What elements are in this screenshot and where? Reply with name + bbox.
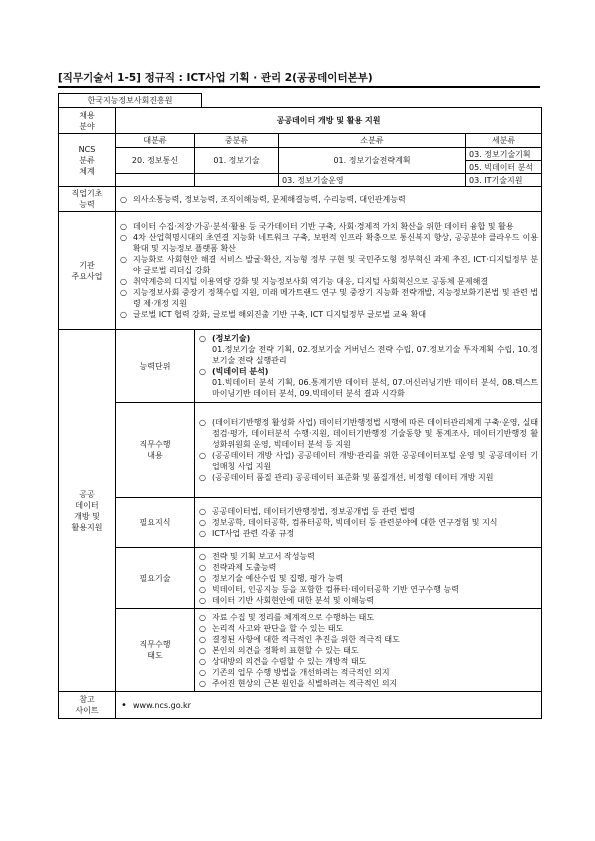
skill-item: ○ 전략 및 기획 보고서 작성능력 (198, 551, 538, 562)
ncs-header-detail: 세분류 (466, 134, 542, 148)
skill-row (59, 548, 542, 609)
document-title: [직무기술서 1-5] 정규직 : ICT사업 기획 · 관리 2(공공데이터본부) (58, 72, 373, 84)
field-value: 공공데이터 개방 및 활용 지원 (116, 108, 542, 134)
organization-name: 한국지능정보사회진흥원 (58, 93, 202, 108)
business-item: ○ 데이터 수집·저장·가공·분석·활용 등 국가데이터 기반 구축, 사회·경제적 가치 확산을 위한 데이터 융합 및 활용 (119, 221, 538, 232)
skill-item: ○ 데이터 기반 사회현안에 대한 분석 및 이해능력 (198, 595, 538, 606)
field-label: 채용 분야 (59, 108, 116, 134)
skill-label: 필요기술 (116, 548, 195, 609)
business-item: ○ 4차 산업혁명시대의 초연결 지능화 네트워크 구축, 보편적 인프라 확충으로 통신복지 향상, 공공분야 클라우드 이용확대 및 지능정보 플랫폼 확산 (119, 232, 538, 254)
ncs-row-1 (59, 148, 542, 161)
ncs-middle-cont (195, 174, 279, 187)
ncs-middle: 01. 정보기술 (195, 148, 279, 174)
reference-label: 참고 사이트 (59, 692, 116, 719)
skill-list (195, 548, 542, 609)
business-label: 기관 주요사업 (59, 212, 116, 330)
job-description-table (58, 107, 542, 719)
field-row (59, 108, 542, 134)
unit-group-2-text: 01.빅데이터 분석 기획, 06.통계기반 데이터 분석, 07.머신러닝기반 데이터 분석, 08.텍스트마이닝기반 데이터 분석, 09.빅데이터 분석 결과 시각화 (212, 378, 539, 398)
attitude-item: ○ 상대방의 의견을 수렴할 수 있는 개방적 태도 (198, 656, 538, 667)
business-item: ○ 취약계층의 디지털 이용역량 강화 및 지능정보사회 역기능 대응, 디지털 사회혁신으로 공동체 문제해결 (119, 276, 538, 287)
duty-item: ○ (공공데이터 개방 사업) 공공데이터 개방·관리를 위한 공공데이터포털 운영 및 공공데이터 기업매칭 사업 지원 (198, 450, 538, 472)
duty-item: ○ (데이터기반행정 활성화 사업) 데이터기반행정법 시행에 따른 데이터관리체계 구축·운영, 실태점검·평가, 데이터분석 수행·지원, 데이터기반행정 기술동향 및 통계조사, 데이터기반행정 활성화위원회 운영, 빅데이터 분석 등 지원 (198, 417, 538, 450)
business-item: ○ 글로벌 ICT 협력 강화, 글로벌 해외진출 기반 구축, ICT 디지털정부 글로벌 교육 확대 (119, 309, 538, 320)
support-label: 공공 데이터 개방 및 활용지원 (59, 330, 116, 692)
attitude-item: ○ 주어진 현상의 근본 원인을 식별하려는 적극적인 의지 (198, 678, 538, 689)
attitude-item: ○ 본인의 의견을 정확히 표현할 수 있는 태도 (198, 645, 538, 656)
ncs-minor-2: 03. 정보기술운영 (279, 174, 466, 187)
skill-item: ○ 정보기술 예산수립 및 집행, 평가 능력 (198, 573, 538, 584)
unit-group-1: ○ (정보기술) (198, 333, 538, 344)
attitude-item: ○ 결정된 사항에 대한 적극적인 추진을 위한 적극적 태도 (198, 634, 538, 645)
knowledge-label: 필요지식 (116, 498, 195, 548)
skill-item: ○ 전략과제 도출능력 (198, 562, 538, 573)
basic-value (116, 187, 542, 212)
ncs-detail-2: 05. 빅데이터 분석 (466, 161, 542, 174)
ncs-major: 20. 정보통신 (116, 148, 195, 174)
reference-row (59, 692, 542, 719)
knowledge-list (195, 498, 542, 548)
attitude-row (59, 609, 542, 692)
attitude-item: ○ 기존의 업무 수행 방법을 개선하려는 적극적인 의지 (198, 667, 538, 678)
basic-row (59, 187, 542, 212)
unit-label: 능력단위 (116, 330, 195, 403)
ncs-label: NCS 분류 체계 (59, 134, 116, 187)
knowledge-row (59, 498, 542, 548)
duty-item: ○ (공공데이터 품질 관리) 공공데이터 표준화 및 품질개선, 비정형 데이터 개방 지원 (198, 472, 538, 483)
knowledge-item: ○ ICT사업 관련 각종 규정 (198, 528, 538, 539)
duty-label: 직무수행 내용 (116, 403, 195, 498)
duty-list (195, 403, 542, 498)
attitude-label: 직무수행 태도 (116, 609, 195, 692)
ncs-detail-1: 03. 정보기술기획 (466, 148, 542, 161)
duty-row (59, 403, 542, 498)
title-underline (58, 86, 540, 88)
ncs-header-middle: 중분류 (195, 134, 279, 148)
ncs-minor-1: 01. 정보기술전략계획 (279, 148, 466, 174)
business-list (116, 212, 542, 330)
attitude-item: ○ 자료 수집 및 정리를 체계적으로 수행하는 태도 (198, 612, 538, 623)
basic-label: 직업기초 능력 (59, 187, 116, 212)
ncs-detail-3: 03. IT기술지원 (466, 174, 542, 187)
knowledge-item: ○ 공공데이터법, 데이터기반행정법, 정보공개법 등 관련 법령 (198, 506, 538, 517)
skill-item: ○ 빅데이터, 인공지능 등을 포함한 컴퓨터·데이터공학 기반 연구수행 능력 (198, 584, 538, 595)
unit-group-2: ○ (빅데이터 분석) (198, 366, 538, 377)
unit-row (59, 330, 542, 403)
attitude-list (195, 609, 542, 692)
ncs-header-minor: 소분류 (279, 134, 466, 148)
ncs-row-3 (59, 174, 542, 187)
reference-cell (116, 692, 542, 719)
reference-link[interactable]: • www.ncs.go.kr (119, 700, 538, 711)
unit-group-1-text: 01.정보기술 전략 기획, 02.정보기술 거버넌스 전략 수립, 07.정보기술 투자계획 수립, 10.정보기술 전략 실행관리 (212, 345, 539, 365)
attitude-item: ○ 논리적 사고와 판단을 할 수 있는 태도 (198, 623, 538, 634)
ncs-header-row (59, 134, 542, 148)
ncs-major-cont (116, 174, 195, 187)
knowledge-item: ○ 정보공학, 데이터공학, 컴퓨터공학, 빅데이터 등 관련분야에 대한 연구경험 및 지식 (198, 517, 538, 528)
business-item: ○ 지능정보사회 중장기 정책수립 지원, 미래 메가트랜드 연구 및 중장기 지능화 전략개발, 지능정보화기본법 및 관련 법령 제·개정 지원 (119, 287, 538, 309)
business-row (59, 212, 542, 330)
unit-content (195, 330, 542, 403)
basic-item: ○ 의사소통능력, 정보능력, 조직이해능력, 문제해결능력, 수리능력, 대인관계능력 (119, 194, 538, 205)
business-item: ○ 지능화로 사회현안 해결 서비스 발굴·확산, 지능형 정부 구현 및 국민주도형 정부혁신 과제 추진, ICT·디지털정부 분야 글로벌 리더십 강화 (119, 254, 538, 276)
ncs-header-major: 대분류 (116, 134, 195, 148)
